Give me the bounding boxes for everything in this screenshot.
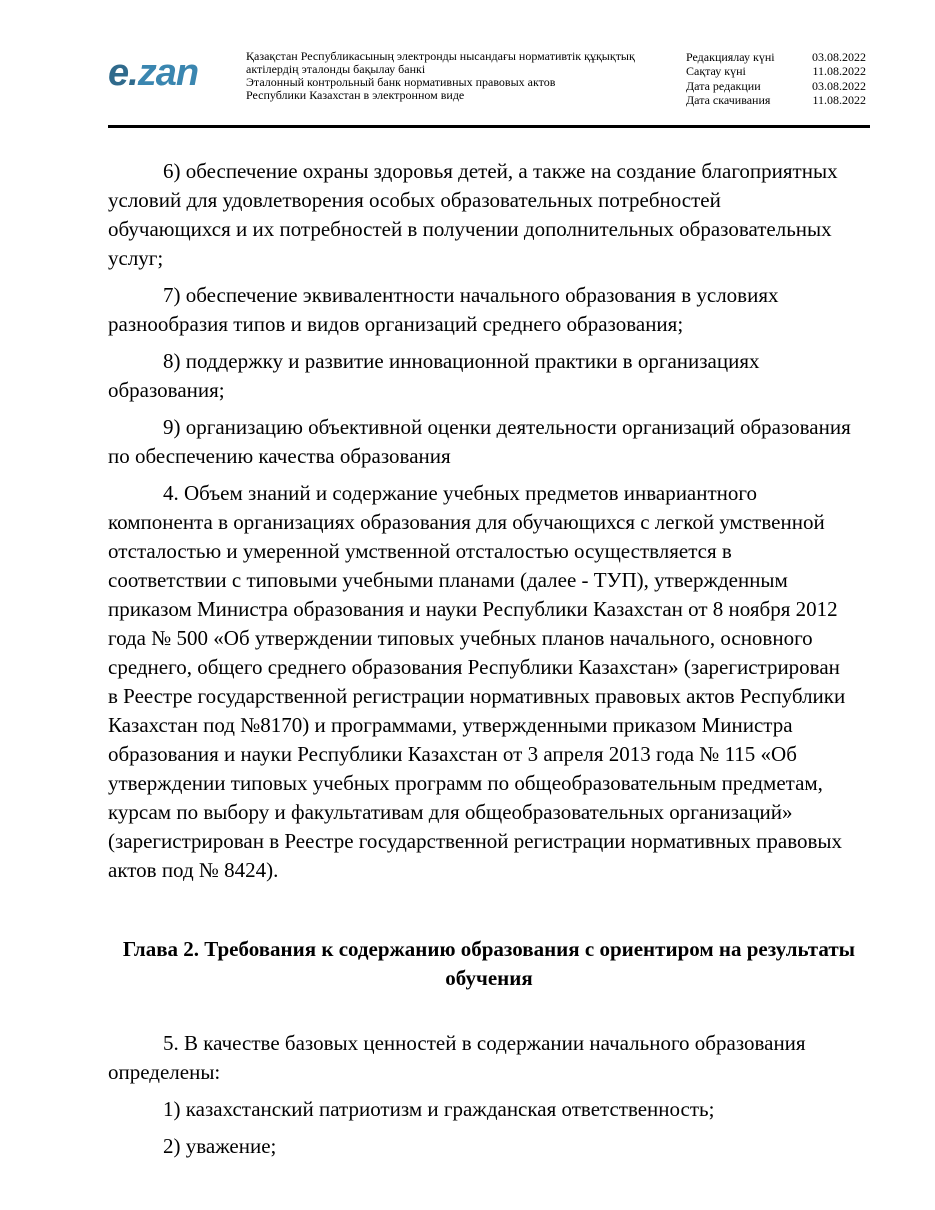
text-line: компонента в организациях образования для обучающихся с легкой умственной: [108, 510, 825, 534]
text-line: (зарегистрирован в Реестре государственной регистрации нормативных правовых: [108, 829, 843, 853]
paragraph: [108, 347, 870, 405]
date-label: Сақтау күні: [686, 64, 746, 79]
logo-suffix: zan: [137, 52, 199, 94]
text-line: 6) обеспечение охраны здоровья детей, а также на создание благоприятных: [163, 159, 838, 183]
org-line: Республики Казахстан в электронном виде: [246, 88, 465, 102]
text-line: 1) казахстанский патриотизм и гражданская ответственность;: [163, 1097, 715, 1121]
text-line: по обеспечению качества образования: [108, 444, 451, 468]
heading-line: обучения: [445, 966, 533, 990]
text-line: утверждении типовых учебных программ по общеобразовательным предметам,: [108, 771, 823, 795]
text-line: 7) обеспечение эквивалентности начального образования в условиях: [163, 283, 779, 307]
text-line: среднего, общего среднего образования Республики Казахстан» (зарегистрирован: [108, 655, 840, 679]
document-dates: [686, 50, 866, 107]
text-line: Казахстан под №8170) и программами, утвержденными приказом Министра: [108, 713, 793, 737]
date-value: 11.08.2022: [812, 64, 866, 79]
paragraph: [108, 479, 870, 885]
org-line: актілердің эталонды бақылау банкі: [246, 62, 426, 76]
heading-line: Глава 2. Требования к содержанию образования с ориентиром на результаты: [122, 937, 856, 961]
text-line: 9) организацию объективной оценки деятельности организаций образования: [163, 415, 851, 439]
text-line: образования и науки Республики Казахстан от 3 апреля 2013 года № 115 «Об: [108, 742, 797, 766]
text-line: определены:: [108, 1060, 221, 1084]
header-divider: [108, 125, 870, 128]
paragraph: [108, 1029, 870, 1087]
paragraph: [108, 413, 870, 471]
text-line: года № 500 «Об утверждении типовых учебных планов начального, основного: [108, 626, 813, 650]
paragraph: [108, 157, 870, 273]
date-value: 03.08.2022: [812, 78, 866, 93]
date-row: [686, 93, 866, 107]
text-line: 5. В качестве базовых ценностей в содержании начального образования: [163, 1031, 806, 1055]
text-line: соответствии с типовыми учебными планами (далее - ТУП), утвержденным: [108, 568, 788, 592]
paragraph: [108, 281, 870, 339]
chapter-heading: [108, 935, 870, 993]
text-line: обучающихся и их потребностей в получении дополнительных образовательных: [108, 217, 832, 241]
document-header: [108, 44, 870, 124]
org-line: Эталонный контрольный банк нормативных правовых актов: [246, 75, 556, 89]
logo-prefix: e: [108, 52, 129, 94]
date-row: [686, 50, 866, 64]
org-line: Қазақстан Республикасының электронды нысандағы нормативтік құқықтық: [246, 49, 635, 63]
text-line: 8) поддержку и развитие инновационной практики в организациях: [163, 349, 760, 373]
text-line: в Реестре государственной регистрации нормативных правовых актов Республики: [108, 684, 846, 708]
text-line: актов под № 8424).: [108, 858, 279, 882]
organization-name: [246, 50, 676, 102]
date-row: [686, 79, 866, 93]
paragraph: [108, 1132, 870, 1161]
text-line: услуг;: [108, 246, 164, 270]
text-line: разнообразия типов и видов организаций среднего образования;: [108, 312, 684, 336]
text-line: приказом Министра образования и науки Республики Казахстан от 8 ноября 2012: [108, 597, 838, 621]
text-line: условий для удовлетворения особых образовательных потребностей: [108, 188, 721, 212]
text-line: образования;: [108, 378, 225, 402]
date-value: 03.08.2022: [812, 50, 866, 64]
date-value: 11.08.2022: [812, 92, 866, 107]
date-label: Дата редакции: [686, 78, 761, 93]
text-line: 2) уважение;: [163, 1134, 277, 1158]
logo-dot: .: [128, 52, 138, 94]
text-line: курсам по выбору и факультативам для общеобразовательных организаций»: [108, 800, 793, 824]
date-label: Редакциялау күні: [686, 50, 775, 64]
text-line: 4. Объем знаний и содержание учебных предметов инвариантного: [163, 481, 757, 505]
date-row: [686, 64, 866, 78]
text-line: отсталостью и умеренной умственной отсталостью осуществляется в: [108, 539, 732, 563]
document-body: [108, 157, 870, 1169]
paragraph: [108, 1095, 870, 1124]
ezan-logo[interactable]: [108, 54, 198, 92]
date-label: Дата скачивания: [686, 92, 771, 107]
